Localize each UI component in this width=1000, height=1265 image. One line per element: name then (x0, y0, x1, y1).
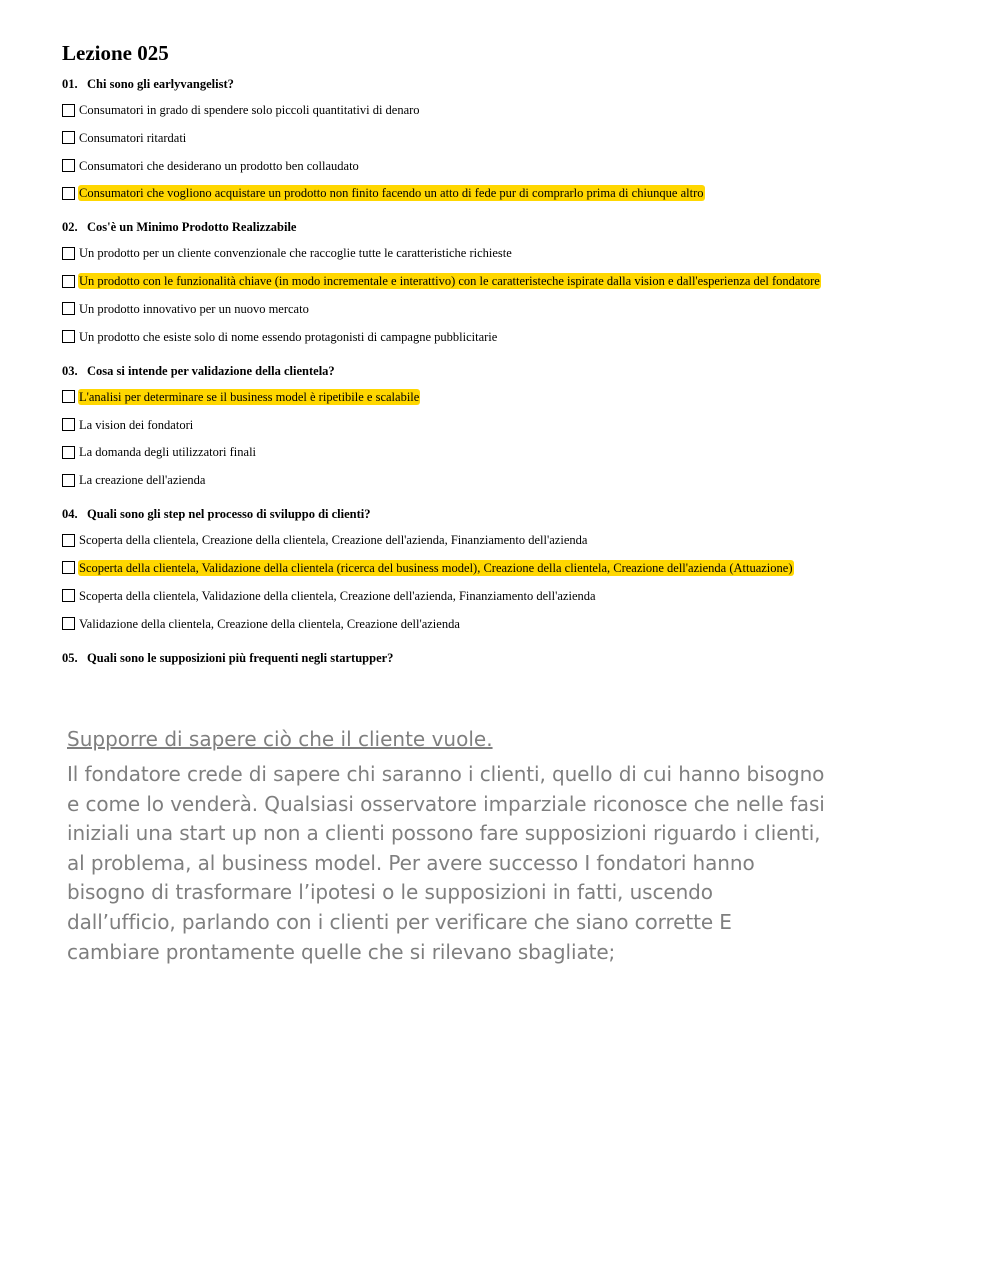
answer-option-correct[interactable] (62, 185, 962, 201)
option-label: La creazione dell'azienda (79, 473, 206, 488)
option-label-highlighted: Un prodotto con le funzionalità chiave (in modo incrementale e interattivo) con le caratteristeche ispirate dalla vision e dall'esperienza del fondatore (79, 274, 820, 289)
option-label: La vision dei fondatori (79, 417, 194, 432)
option-label: Consumatori in grado di spendere solo piccoli quantitativi di denaro (79, 103, 420, 117)
checkbox-icon[interactable] (62, 390, 75, 403)
question-text: Cos'è un Minimo Prodotto Realizzabile (87, 220, 297, 235)
answer-option[interactable] (62, 616, 962, 632)
open-answer (67, 724, 827, 967)
checkbox-icon[interactable] (62, 187, 75, 200)
answer-option-correct[interactable] (62, 273, 962, 289)
question-text: Cosa si intende per validazione della clientela? (87, 363, 335, 378)
question-04 (62, 506, 962, 631)
question-title (62, 363, 962, 379)
answer-option[interactable] (62, 329, 962, 345)
option-label: Un prodotto che esiste solo di nome essendo protagonisti di campagne pubblicitarie (79, 329, 498, 344)
checkbox-icon[interactable] (62, 589, 75, 602)
question-03 (62, 363, 962, 488)
answer-option-correct[interactable] (62, 389, 962, 405)
option-label: Consumatori ritardati (79, 130, 187, 145)
checkbox-icon[interactable] (62, 474, 75, 487)
answer-option[interactable] (62, 444, 962, 460)
answer-heading: Supporre di sapere ciò che il cliente vuole. (67, 727, 493, 751)
answer-option[interactable] (62, 158, 962, 174)
checkbox-icon[interactable] (62, 247, 75, 260)
question-title (62, 76, 962, 92)
answer-option[interactable] (62, 130, 962, 146)
answer-option[interactable] (62, 532, 962, 548)
option-label: Validazione della clientela, Creazione della clientela, Creazione dell'azienda (79, 616, 460, 631)
question-01 (62, 76, 962, 201)
question-02 (62, 219, 962, 344)
question-number: 02. (62, 220, 78, 235)
question-05 (62, 650, 962, 666)
option-label-highlighted: L'analisi per determinare se il business model è ripetibile e scalabile (79, 389, 420, 404)
question-text: Quali sono le supposizioni più frequenti negli startupper? (87, 650, 394, 665)
checkbox-icon[interactable] (62, 330, 75, 343)
option-label: Consumatori che desiderano un prodotto ben collaudato (79, 158, 359, 173)
answer-option[interactable] (62, 472, 962, 488)
option-label: Un prodotto innovativo per un nuovo mercato (79, 301, 309, 316)
answer-option[interactable] (62, 102, 962, 118)
checkbox-icon[interactable] (62, 159, 75, 172)
document-page (62, 40, 962, 684)
option-label-highlighted: Scoperta della clientela, Validazione della clientela (ricerca del business model), Creazione della clientela, Creazione dell'azienda (Attuazione) (79, 560, 793, 575)
answer-text: Il fondatore crede di sapere chi saranno i clienti, quello di cui hanno bisogno e come lo venderà. Qualsiasi osservatore imparziale riconosce che nelle fasi iniziali una start up non a clienti possono fare supposizioni riguardo i clienti, al problema, al business model. Per avere successo I fondatori hanno bisogno di trasformare l’ipotesi o le supposizioni in fatti, uscendo dall’ufficio, parlando con i clienti per verificare che siano corrette E cambiare prontamente quelle che si rilevano sbagliate; (67, 762, 825, 964)
checkbox-icon[interactable] (62, 561, 75, 574)
checkbox-icon[interactable] (62, 534, 75, 547)
checkbox-icon[interactable] (62, 418, 75, 431)
checkbox-icon[interactable] (62, 617, 75, 630)
answer-option[interactable] (62, 245, 962, 261)
question-title (62, 219, 962, 235)
answer-option-correct[interactable] (62, 560, 962, 576)
question-title (62, 650, 962, 666)
answer-option[interactable] (62, 588, 962, 604)
answer-option[interactable] (62, 301, 962, 317)
question-number: 04. (62, 507, 78, 522)
checkbox-icon[interactable] (62, 275, 75, 288)
question-text: Quali sono gli step nel processo di sviluppo di clienti? (87, 507, 371, 522)
checkbox-icon[interactable] (62, 104, 75, 117)
answer-option[interactable] (62, 417, 962, 433)
option-label: Scoperta della clientela, Creazione della clientela, Creazione dell'azienda, Finanziamento dell'azienda (79, 533, 588, 548)
checkbox-icon[interactable] (62, 302, 75, 315)
option-label-highlighted: Consumatori che vogliono acquistare un prodotto non finito facendo un atto di fede pur di comprarlo prima di chiunque altro (79, 186, 704, 201)
question-number: 03. (62, 363, 78, 378)
checkbox-icon[interactable] (62, 446, 75, 459)
option-label: La domanda degli utilizzatori finali (79, 445, 257, 460)
checkbox-icon[interactable] (62, 131, 75, 144)
lesson-title: Lezione 025 (62, 41, 169, 65)
question-title (62, 506, 962, 522)
question-text: Chi sono gli earlyvangelist? (87, 77, 234, 91)
option-label: Un prodotto per un cliente convenzionale che raccoglie tutte le caratteristiche richieste (79, 246, 512, 261)
question-number: 05. (62, 650, 78, 665)
option-label: Scoperta della clientela, Validazione della clientela, Creazione dell'azienda, Finanziamento dell'azienda (79, 588, 596, 603)
question-number: 01. (62, 77, 78, 91)
